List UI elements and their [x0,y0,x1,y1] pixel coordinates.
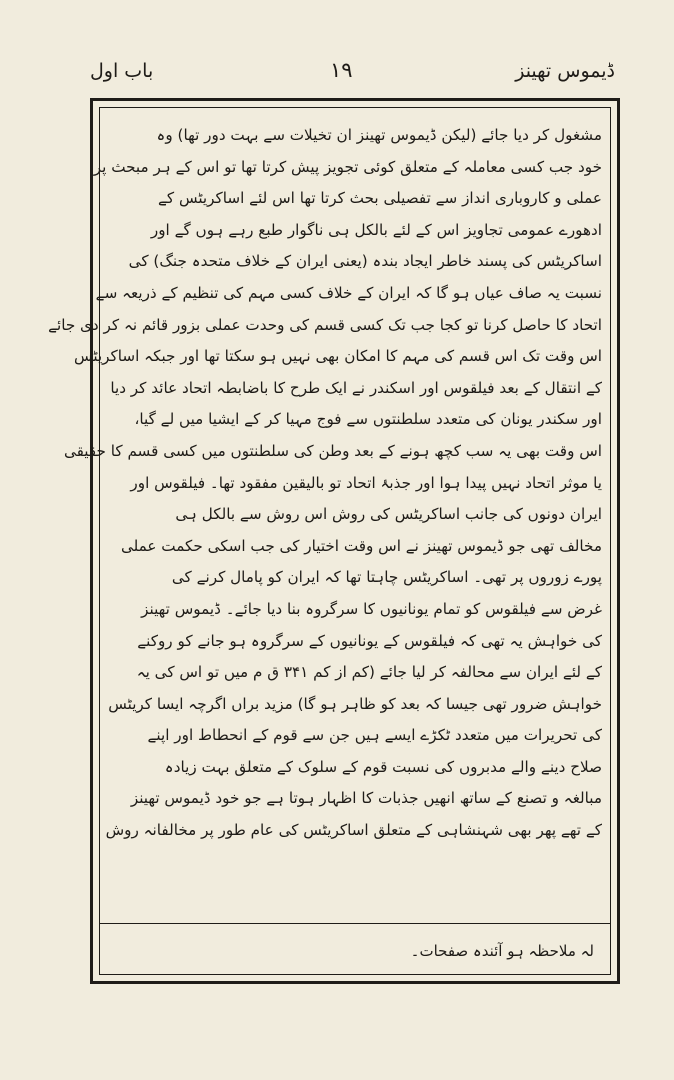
page-frame [48,98,620,984]
text-line: کے تھے پھر بھی شہنشاہی کے متعلق اساکریٹس کی عام طور پر مخالفانہ روش [105,821,602,840]
text-line: نسبت یہ صاف عیاں ہو گا کہ ایران کے خلاف کسی مہم کی تنظیم کے ذریعہ سے [95,283,602,302]
text-line: مخالف تھی جو ڈیموس تھینز نے اس وقت اختیار کی جب اسکی حکمت عملی [120,536,602,555]
footnote: لہ ملاحظہ ہو آئندہ صفحات۔ [410,942,594,960]
text-line: عملی و کاروباری انداز سے تفصیلی بحث کرتا تھا اس لئے اساکریٹس کے [158,189,602,208]
text-line: خود جب کسی معاملہ کے متعلق کوئی تجویز پیش کرتا تھا تو اس کے ہر مبحث پر [93,157,602,176]
text-line: کے انتقال کے بعد فیلقوس اور اسکندر نے ایک طرح کا باضابطہ اتحاد عائد کر دیا [110,378,602,397]
text-line: غرض سے فیلقوس کو تمام یونانیوں کا سرگروہ بنا دیا جائے۔ ڈیموس تھینز [141,599,602,618]
footnote-divider [100,923,610,924]
text-line: کی خواہش یہ تھی کہ فیلقوس کے یونانیوں کے سرگروہ ہو جانے کو روکنے [137,631,602,650]
page-number: ۱۹ [330,58,353,82]
inner-frame [48,107,611,975]
body-text [48,120,602,912]
text-line: کی تحریرات میں متعدد ٹکڑے ایسے ہیں جن سے قوم کے انحطاط اور اپنے [147,726,602,745]
text-line: کے لئے ایران سے محالفہ کر لیا جائے (کم از کم ۳۴۱ ق م میں تو اس کی یہ [136,663,602,682]
text-line: پورے زوروں پر تھی۔ اساکریٹس چاہتا تھا کہ ایران کو پامال کرنے کی [171,568,602,587]
page-header [90,60,615,90]
text-line: مبالغہ و تصنع کے ساتھ انھیں جذبات کا اظہار ہوتا ہے جو خود ڈیموس تھینز [130,789,602,808]
text-line: اور سکندر یونان کی متعدد سلطنتوں سے فوج مہیا کر کے ایشیا میں لے گیا، [134,410,602,429]
running-title: ڈیموس تھینز [515,60,615,82]
text-line: مشغول کر دیا جائے (لیکن ڈیموس تھینز ان تخیلات سے بہت دور تھا) وہ [156,126,602,144]
text-line: اس وقت تک اس قسم کی مہم کا امکان بھی نہیں ہو سکتا تھا اور جبکہ اساکریٹس [74,347,602,366]
text-line: صلاح دینے والے مدبروں کی نسبت قوم کے سلوک کے متعلق بہت زیادہ [164,757,602,776]
text-line: یا موثر اتحاد نہیں پیدا ہوا اور جذبۂ اتحاد تو بالیقین مفقود تھا۔ فیلقوس اور [130,473,602,492]
text-line: اتحاد کا حاصل کرنا تو کجا جب تک کسی قسم کی وحدت عملی بزور قائم نہ کر دی جائے [48,315,602,334]
text-line: ایران دونوں کی جانب اساکریٹس کی روش اس روش سے بالکل ہی [175,505,602,524]
text-line: خواہش ضرور تھی جیسا کہ بعد کو ظاہر ہو گا) مزید براں اگرچہ ایسا کریٹس [108,694,602,713]
text-line: اس وقت بھی یہ سب کچھ ہونے کے بعد وطن کی سلطنتوں میں کسی قسم کا حقیقی [63,441,602,460]
text-line: اساکریٹس کی پسند خاطر ایجاد بندہ (یعنی ایران کے خلاف متحدہ جنگ) کی [128,252,602,271]
chapter-label: باب اول [90,60,154,82]
text-line: ادھورے عمومی تجاویز اس کے لئے بالکل ہی ناگوار طبع رہے ہوں گے اور [150,220,602,239]
